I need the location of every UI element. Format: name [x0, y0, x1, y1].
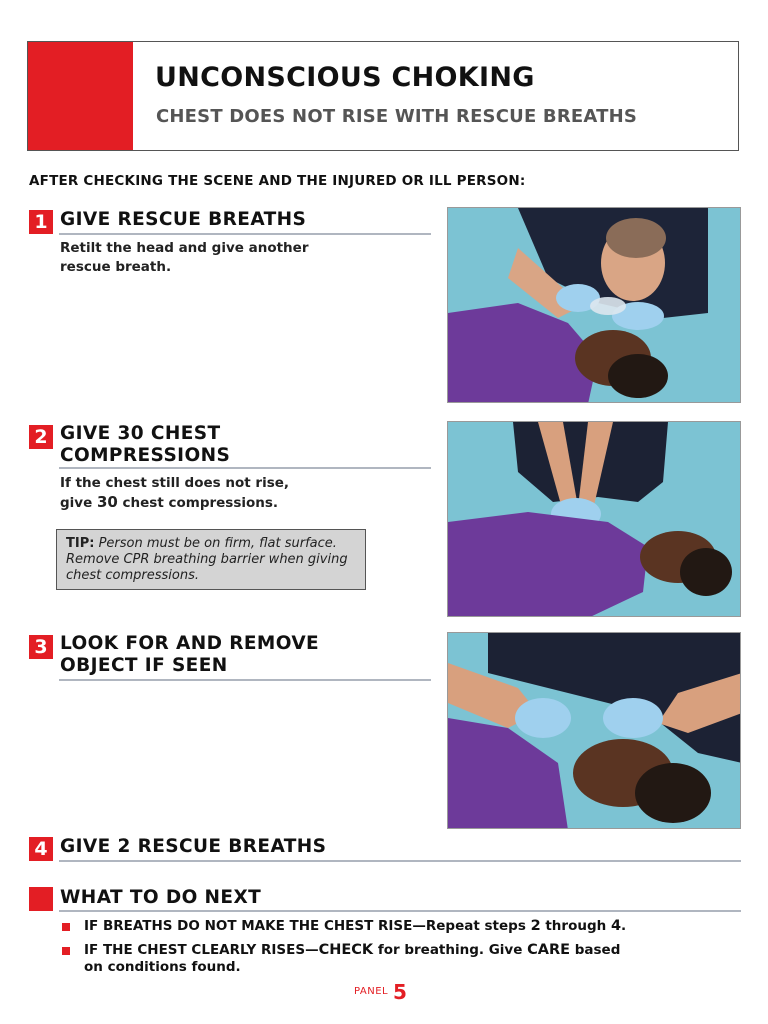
- step-2-title: [60, 423, 230, 467]
- step-1-number: 1: [29, 210, 53, 234]
- step-4-rule: [59, 860, 741, 862]
- bullet-2-line2: on conditions found.: [84, 959, 241, 975]
- bullet-1-num2: 4: [610, 918, 622, 934]
- what-next-bullet-2: [84, 942, 724, 976]
- step-1-text: [60, 239, 420, 277]
- bullet-1-text-pre: —Repeat steps: [412, 918, 531, 934]
- intro-text: AFTER CHECKING THE SCENE AND THE INJURED OR ILL PERSON:: [29, 173, 526, 189]
- photo-chest-compressions: [447, 421, 741, 617]
- bullet-marker-2: [62, 947, 70, 955]
- step-1-title: GIVE RESCUE BREATHS: [60, 209, 307, 230]
- what-next-rule: [59, 910, 741, 912]
- step-2-title-line1: GIVE 30 CHEST: [60, 423, 221, 444]
- bullet-1-lead: IF BREATHS DO NOT MAKE THE CHEST RISE: [84, 918, 413, 934]
- page-subtitle: CHEST DOES NOT RISE WITH RESCUE BREATHS: [156, 106, 638, 127]
- step-4-number: 4: [29, 837, 53, 861]
- tip-text: Person must be on firm, flat surface. Remove CPR breathing barrier when giving chest compressions.: [66, 536, 348, 583]
- what-next-red-block: [29, 887, 53, 911]
- step-1-text-line1: Retilt the head and give another: [60, 240, 309, 256]
- step-3-title: [60, 633, 319, 677]
- tip-label: TIP:: [66, 536, 95, 551]
- bullet-2-check: CHECK: [318, 942, 374, 958]
- what-next-heading: WHAT TO DO NEXT: [60, 887, 262, 908]
- step-3-title-line1: LOOK FOR AND REMOVE: [60, 633, 320, 654]
- bullet-marker-1: [62, 923, 70, 931]
- step-2-text-line2: [60, 493, 420, 513]
- header-box: [27, 41, 739, 151]
- step-1-rule: [59, 233, 431, 235]
- page-title: UNCONSCIOUS CHOKING: [155, 62, 535, 93]
- tip-box: [56, 529, 366, 590]
- step-2-title-line2: COMPRESSIONS: [60, 445, 231, 466]
- step-1-text-line2: rescue breath.: [60, 259, 172, 275]
- step-3-rule: [59, 679, 431, 681]
- bullet-1-num1: 2: [530, 918, 541, 934]
- panel-number: 5: [393, 980, 407, 1004]
- step-2-text: [60, 474, 420, 513]
- bullet-1-text-post: .: [621, 918, 627, 934]
- step-3-number: 3: [29, 635, 53, 659]
- what-next-bullet-1: [84, 918, 724, 935]
- photo-remove-object: [447, 632, 741, 829]
- step-2-rule: [59, 467, 431, 469]
- bullet-1-text-mid: through: [540, 918, 611, 934]
- step-4-title: GIVE 2 RESCUE BREATHS: [60, 836, 327, 857]
- panel-label: PANEL: [354, 986, 389, 997]
- bullet-2-lead: IF THE CHEST CLEARLY RISES—: [84, 942, 319, 958]
- step-2-text-line1: If the chest still does not rise,: [60, 475, 290, 491]
- step-2-text-post: chest compressions.: [117, 495, 279, 511]
- bullet-2-line1: [84, 942, 724, 959]
- header-red-block: [28, 42, 133, 150]
- step-3-title-line2: OBJECT IF SEEN: [60, 655, 228, 676]
- photo-rescue-breaths: [447, 207, 741, 403]
- bullet-2-care: CARE: [527, 942, 571, 958]
- step-2-compression-count: 30: [96, 493, 118, 511]
- step-2-text-pre: give: [60, 495, 97, 511]
- bullet-2-text-post: based: [570, 942, 621, 958]
- step-2-number: 2: [29, 425, 53, 449]
- bullet-2-text-mid: for breathing. Give: [373, 942, 528, 958]
